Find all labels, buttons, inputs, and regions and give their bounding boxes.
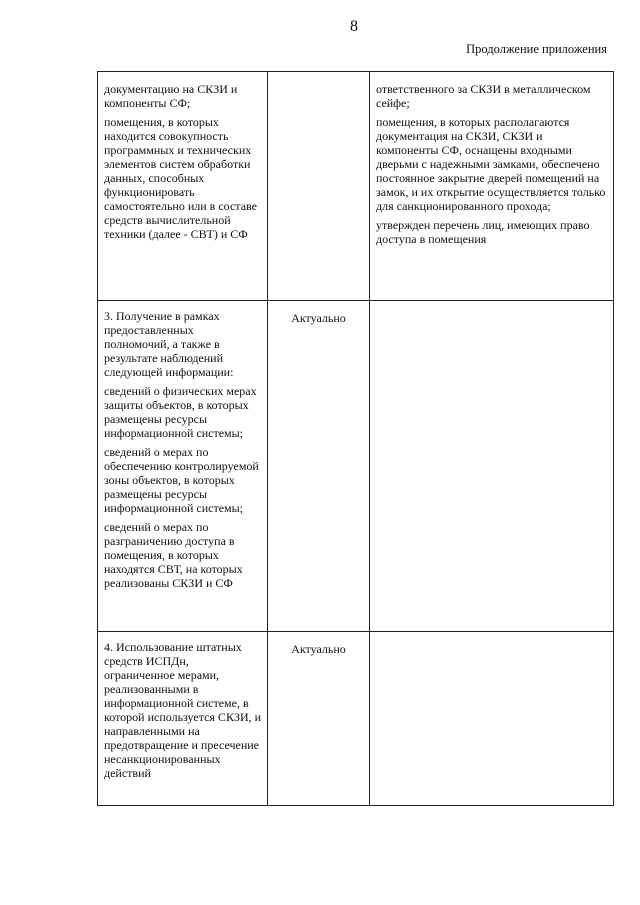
threat-cell <box>98 301 268 632</box>
status-cell <box>268 72 370 301</box>
status-text <box>268 72 369 82</box>
threat-text: 4. Использование штатных средств ИСПДн, ограниченное мерами, реализованными в информационной системе, в которой используется СКЗИ, и направленными на предотвращение и пресечение несанкционированных действий <box>104 640 262 780</box>
threat-cell <box>98 632 268 806</box>
continuation-note: Продолжение приложения <box>466 42 607 56</box>
status-cell <box>268 632 370 806</box>
threat-text: сведений о мерах по разграничению доступа в помещения, в которых находятся СВТ, на которых реализованы СКЗИ и СФ <box>104 520 243 590</box>
threat-text: 3. Получение в рамках предоставленных полномочий, а также в результате наблюдений следующей информации: <box>104 309 234 379</box>
measure-text: утвержден перечень лиц, имеющих право доступа в помещения <box>376 218 590 246</box>
threat-text: документацию на СКЗИ и компоненты СФ; <box>104 82 238 110</box>
table-row <box>98 632 614 806</box>
status-text: Актуально <box>291 642 346 656</box>
threats-table <box>97 71 614 806</box>
measures-cell <box>370 301 614 632</box>
status-text: Актуально <box>291 311 346 325</box>
threat-text: помещения, в которых находится совокупность программных и технических элементов систем обработки данных, способных функционировать самостоятельно или в составе средств вычислительной техники (далее - СВТ) и СФ <box>104 115 257 241</box>
measures-cell <box>370 72 614 301</box>
table-row <box>98 301 614 632</box>
page-number: 8 <box>350 18 358 35</box>
table-row <box>98 72 614 301</box>
threat-text: сведений о мерах по обеспечению контролируемой зоны объектов, в которых размещены ресурсы информационной системы; <box>104 445 259 515</box>
threat-cell <box>98 72 268 301</box>
measure-text: ответственного за СКЗИ в металлическом сейфе; <box>376 82 591 110</box>
status-cell <box>268 301 370 632</box>
measure-text: помещения, в которых располагаются документация на СКЗИ, СКЗИ и компоненты СФ, оснащены входными дверьми с надежными замками, обеспечено постоянное закрытие дверей помещений на замок, и их открытие осуществляется только для санкционированного прохода; <box>376 115 606 213</box>
threat-text: сведений о физических мерах защиты объектов, в которых размещены ресурсы информационной системы; <box>104 384 257 440</box>
measures-cell <box>370 632 614 806</box>
